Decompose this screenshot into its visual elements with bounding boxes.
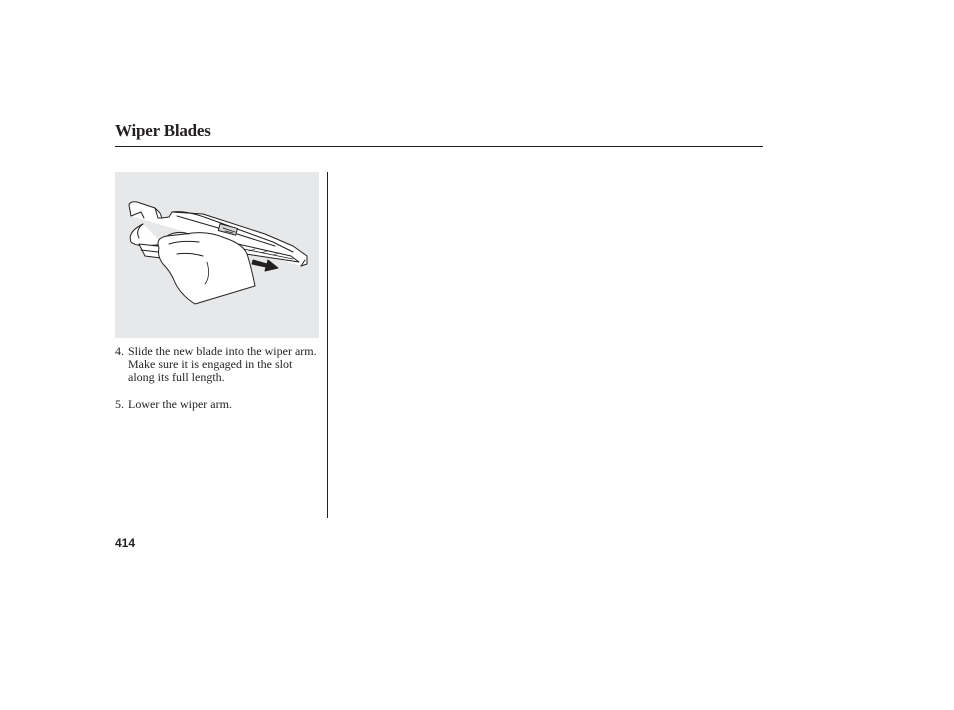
step-text: Lower the wiper arm. xyxy=(128,397,232,411)
title-divider xyxy=(115,146,763,147)
column-divider xyxy=(327,172,328,518)
instruction-steps xyxy=(115,345,321,425)
step-item xyxy=(115,398,321,411)
step-number: 5. xyxy=(115,397,124,411)
page-number: 414 xyxy=(115,536,136,550)
section-title: Wiper Blades xyxy=(115,121,211,140)
arrow-right-icon xyxy=(252,260,278,271)
step-item xyxy=(115,345,321,384)
wiper-blade-illustration xyxy=(115,172,319,338)
step-text: Slide the new blade into the wiper arm. Make sure it is engaged in the slot along its full length. xyxy=(128,344,317,384)
step-number: 4. xyxy=(115,344,124,358)
